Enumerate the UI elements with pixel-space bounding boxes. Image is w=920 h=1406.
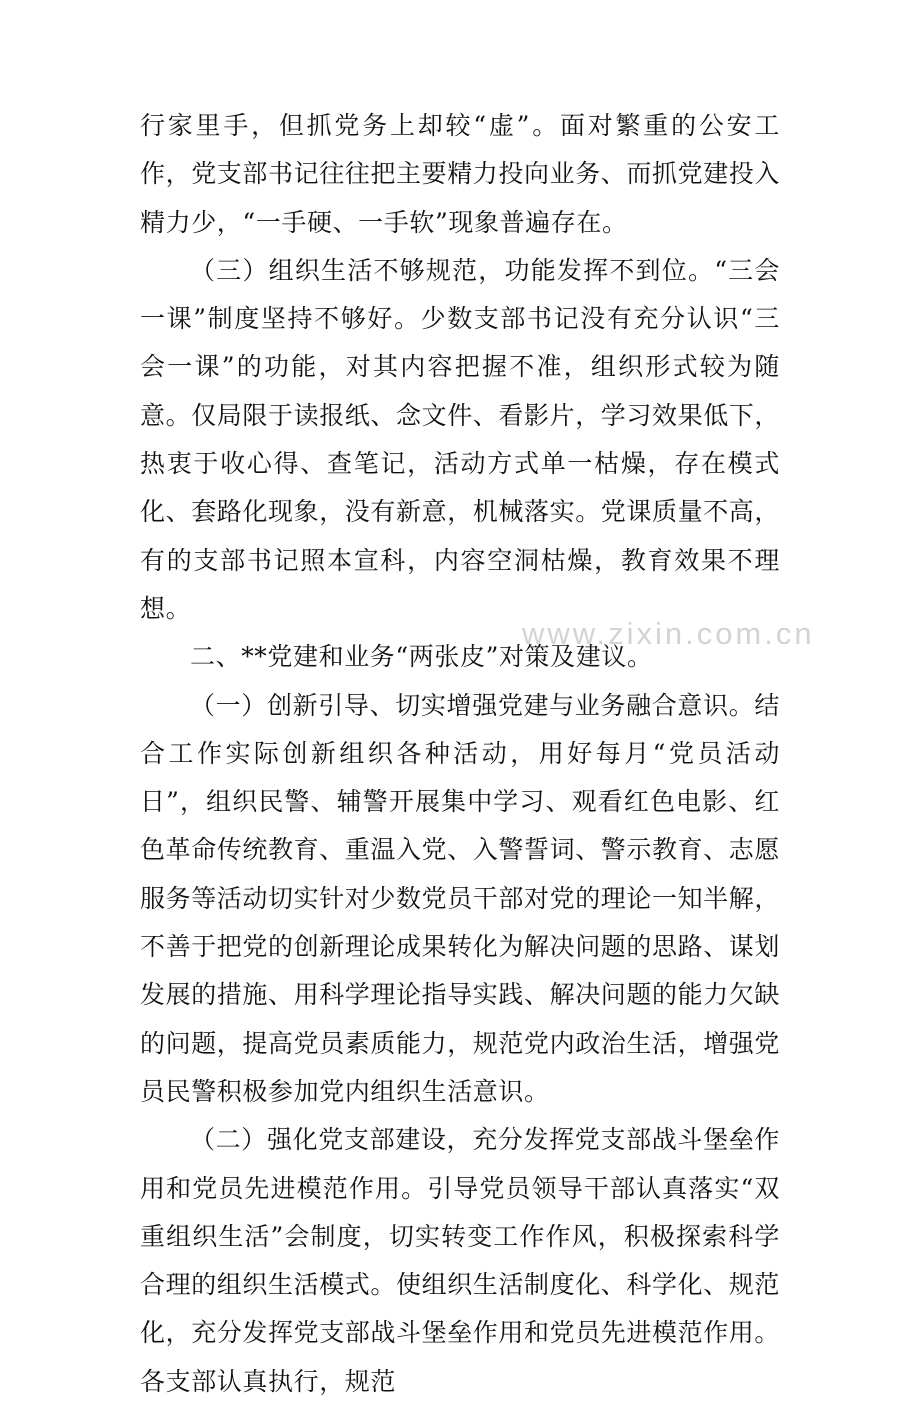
document-body xyxy=(140,102,780,1406)
paragraph-branch-construction: （二）强化党支部建设，充分发挥党支部战斗堡垒作用和党员先进模范作用。引导党员领导干部认真落实“双重组织生活”会制度，切实转变工作作风，积极探索科学合理的组织生活模式。使组织生活制度化、科学化、规范化，充分发挥党支部战斗堡垒作用和党员先进模范作用。各支部认真执行，规范 xyxy=(140,1125,781,1396)
section-heading-countermeasures: 二、**党建和业务“两张皮”对策及建议。 xyxy=(190,642,653,672)
watermark-text: www.zixin.com.cn xyxy=(522,616,815,651)
paragraph-organization-life: （三）组织生活不够规范，功能发挥不到位。“三会一课”制度坚持不够好。少数支部书记没有充分认识“三会一课”的功能，对其内容把握不准，组织形式较为随意。仅局限于读报纸、念文件、看影片，学习效果低下，热衷于收心得、查笔记，活动方式单一枯燥，存在模式化、套路化现象，没有新意，机械落实。党课质量不高，有的支部书记照本宣科，内容空洞枯燥，教育效果不理想。 xyxy=(140,255,781,623)
paragraph-innovation-guidance: （一）创新引导、切实增强党建与业务融合意识。结合工作实际创新组织各种活动，用好每月“党员活动日”，组织民警、辅警开展集中学习、观看红色电影、红色革命传统教育、重温入党、入警誓词、警示教育、志愿服务等活动切实针对少数党员干部对党的理论一知半解，不善于把党的创新理论成果转化为解决问题的思路、谋划发展的措施、用科学理论指导实践、解决问题的能力欠缺的问题，提高党员素质能力，规范党内政治生活，增强党员民警积极参加党内组织生活意识。 xyxy=(140,690,781,1106)
paragraph-continuation: 行家里手，但抓党务上却较“虚”。面对繁重的公安工作，党支部书记往往把主要精力投向业务、而抓党建投入精力少，“一手硬、一手软”现象普遍存在。 xyxy=(140,111,781,237)
